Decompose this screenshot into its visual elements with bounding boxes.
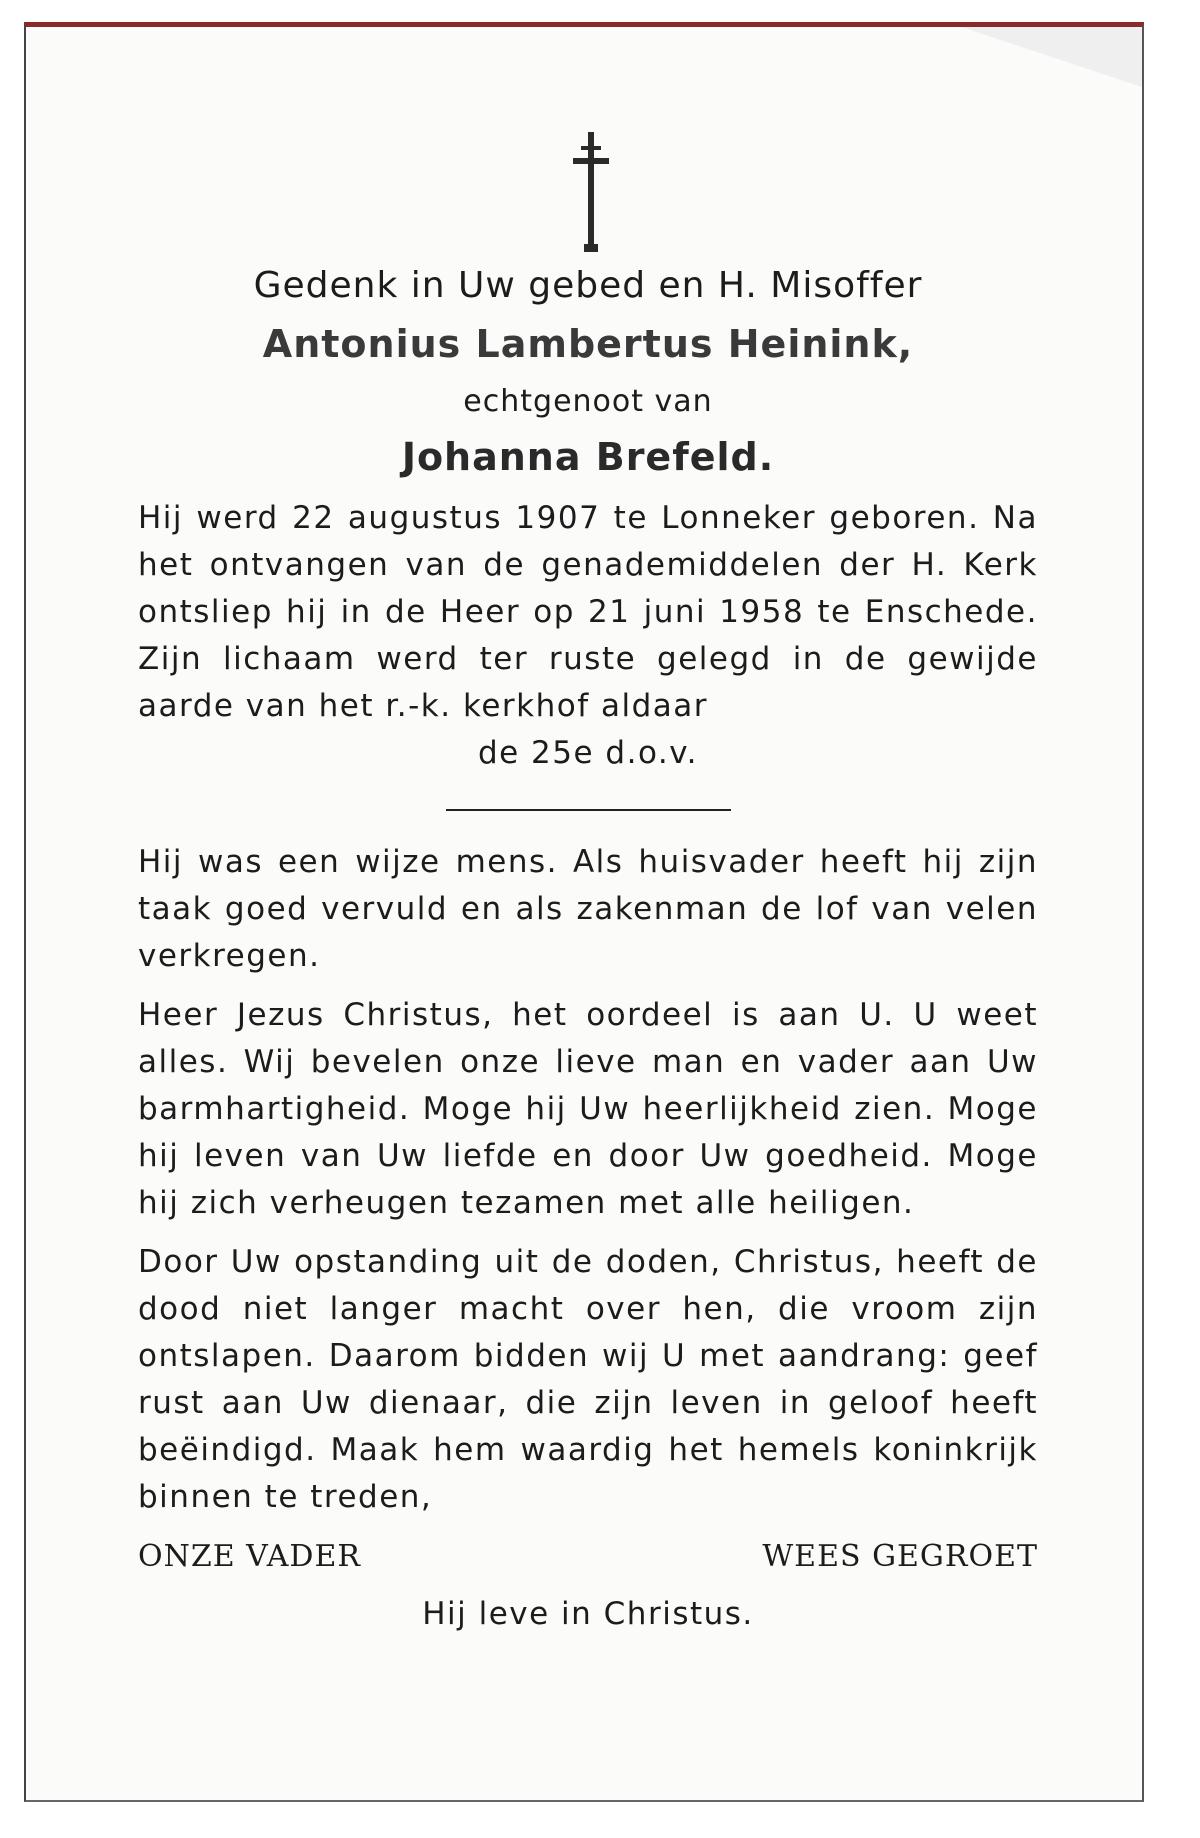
spouse-name: Johanna Brefeld.: [401, 435, 775, 479]
intro-line: Gedenk in Uw gebed en H. Misoffer: [253, 265, 923, 306]
closing-line: Hij leve in Christus.: [422, 1596, 754, 1632]
cross-icon: [571, 132, 611, 252]
divider-rule: [446, 809, 731, 811]
prayer-names: [138, 1539, 1038, 1574]
relation-line: echtgenoot van: [463, 384, 713, 419]
memorial-card: [24, 22, 1144, 1802]
resurrection-paragraph: Door Uw opstanding uit de doden, Christus, heeft de dood niet langer macht over hen, die vroom zijn ontslapen. Daarom bidden wij U met aandrang: geef rust aan Uw dienaar, die zijn leven in geloof heeft beëindigd. Maak hem waardig het hemels koninkrijk binnen te treden,: [138, 1244, 1038, 1515]
tribute-paragraph: Hij was een wijze mens. Als huisvader heeft hij zijn taak goed vervuld en als zakenman de lof van velen verkregen.: [138, 844, 1038, 974]
biography-paragraph: Hij werd 22 augustus 1907 te Lonneker geboren. Na het ontvangen van de genademiddelen der H. Kerk ontsliep hij in de Heer op 21 juni 1958 te Enschede. Zijn lichaam werd ter ruste gelegd in de gewijde aarde van het r.-k. kerkhof aldaar: [138, 500, 1038, 724]
prayer-left: ONZE VADER: [138, 1539, 361, 1574]
page-corner-fold: [962, 27, 1142, 87]
biography-end: de 25e d.o.v.: [477, 735, 699, 771]
prayer-right: WEES GEGROET: [762, 1539, 1038, 1574]
deceased-name: Antonius Lambertus Heinink,: [262, 322, 914, 366]
card-content: [138, 265, 1038, 1663]
prayer-paragraph: Heer Jezus Christus, het oordeel is aan U. U weet alles. Wij bevelen onze lieve man en vader aan Uw barmhartigheid. Moge hij Uw heerlijkheid zien. Moge hij leven van Uw liefde en door Uw goedheid. Moge hij zich verheugen tezamen met alle heiligen.: [138, 997, 1038, 1221]
